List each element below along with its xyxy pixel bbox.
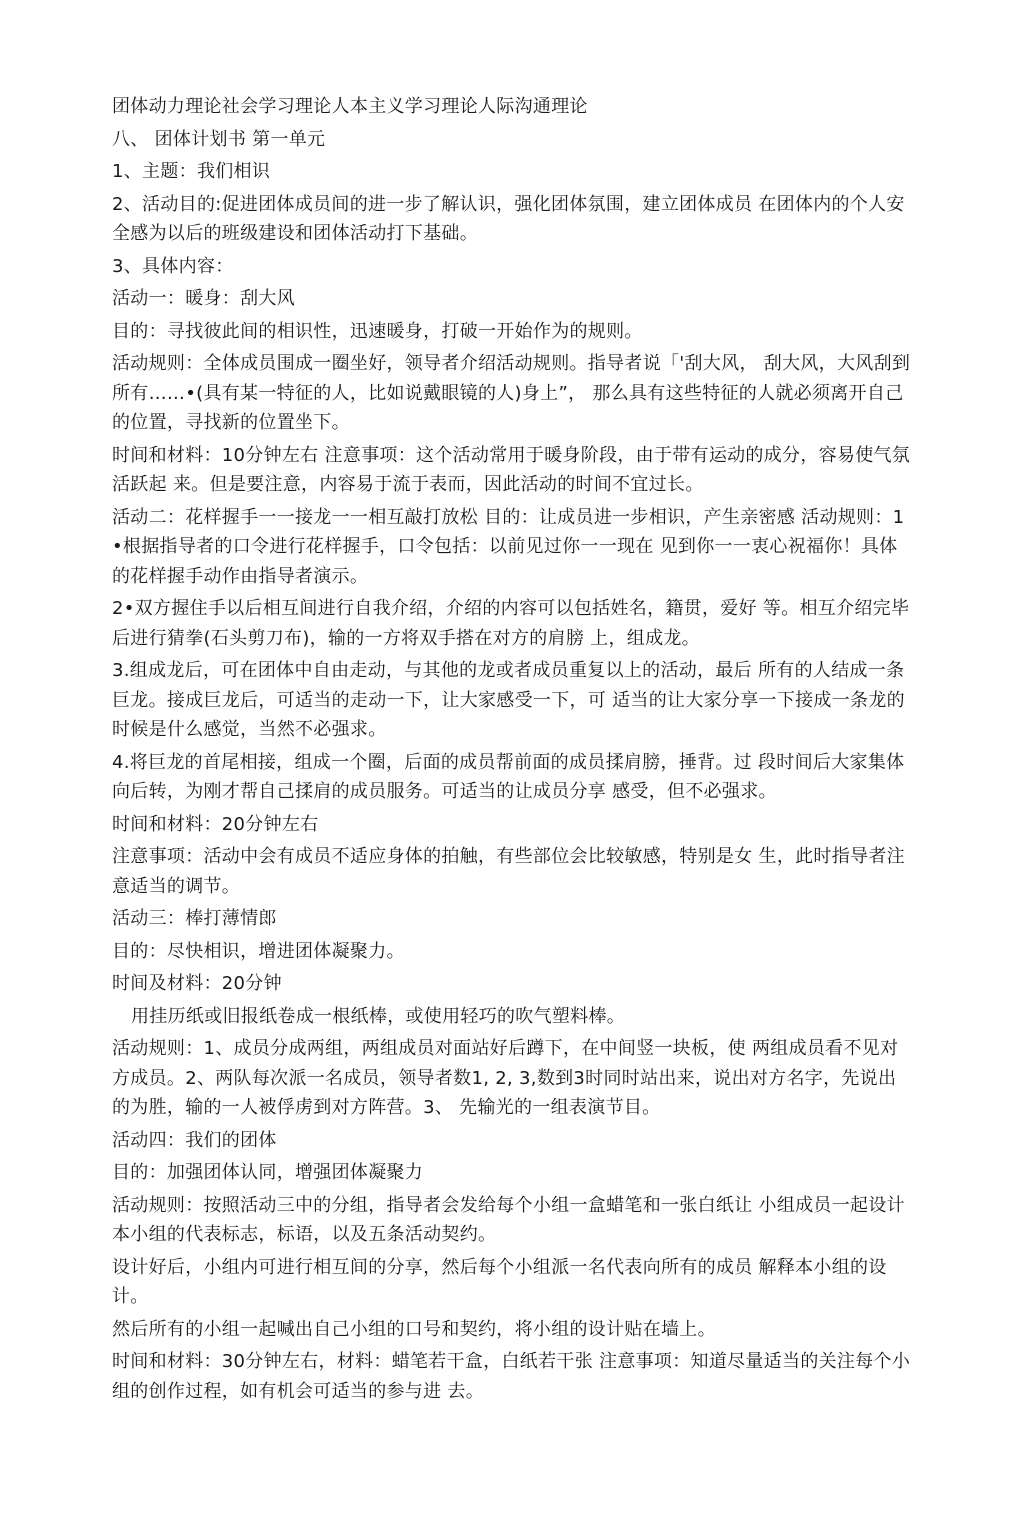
paragraph-activity-2-step-4: 4.将巨龙的首尾相接，组成一个圈，后面的成员帮前面的成员揉肩膀，捶背。过 段时间后大家集体向后转，为刚才帮自己揉肩的成员服务。可适当的让成员分享 感受，但不必强求。	[112, 751, 905, 802]
paragraph-activity-1-goal: 目的：寻找彼此间的相识性，迅速暖身，打破一开始作为的规则。	[112, 320, 643, 342]
paragraph-activity-1-title: 活动一：暖身：刮大风	[112, 288, 295, 309]
paragraph-activity-4-slogan: 然后所有的小组一起喊出自己小组的口号和契约，将小组的设计贴在墙上。	[112, 1318, 716, 1340]
paragraph-activity-4-title: 活动四：我们的团体	[112, 1129, 277, 1151]
paragraph-theories: 团体动力理论社会学习理论人本主义学习理论人际沟通理论	[112, 96, 588, 117]
paragraph-activity-3-materials: 用挂历纸或旧报纸卷成一根纸棒，或使用轻巧的吹气塑料棒。	[131, 1005, 626, 1027]
paragraph-activity-4-goal: 目的：加强团体认同，增强团体凝聚力	[112, 1162, 424, 1183]
paragraph-activity-2-step-3: 3.组成龙后，可在团体中自由走动，与其他的龙或者成员重复以上的活动，最后 所有的人结成一条巨龙。接成巨龙后，可适当的走动一下，让大家感受一下，可 适当的让大家分享一下接成一条龙的时候是什么感觉，当然不必强求。	[112, 660, 905, 740]
paragraph-activity-2: 活动二：花样握手一一接龙一一相互敲打放松 目的：让成员进一步相识，产生亲密感 活动规则：1•根据指导者的口令进行花样握手，口令包括：以前见过你一一现在 见到你一一衷心祝福你！具体的花样握手动作由指导者演示。	[112, 506, 905, 587]
paragraph-purpose: 2、活动目的:促进团体成员间的进一步了解认识，强化团体氛围，建立团体成员 在团体内的个人安全感为以后的班级建设和团体活动打下基础。	[112, 193, 905, 244]
paragraph-unit-heading: 八、 团体计划书 第一单元	[112, 128, 326, 150]
paragraph-activity-4-rules: 活动规则：按照活动三中的分组，指导者会发给每个小组一盒蜡笔和一张白纸让 小组成员一起设计本小组的代表标志，标语，以及五条活动契约。	[112, 1194, 905, 1245]
paragraph-activity-1-time: 时间和材料：10分钟左右 注意事项：这个活动常用于暖身阶段，由于带有运动的成分，容易使气氛活跃起 来。但是要注意，内容易于流于表而，因此活动的时间不宜过长。	[112, 444, 911, 495]
paragraph-theme: 1、主题：我们相识	[112, 161, 271, 182]
paragraph-contents-heading: 3、具体内容：	[112, 255, 234, 277]
paragraph-activity-4-time: 时间和材料：30分钟左右，材料：蜡笔若干盒，白纸若干张 注意事项：知道尽量适当的关注每个小组的创作过程，如有机会可适当的参与进 去。	[112, 1351, 911, 1402]
document-page	[112, 92, 912, 1409]
paragraph-activity-3-title: 活动三：棒打薄情郎	[112, 908, 277, 929]
paragraph-activity-2-time: 时间和材料：20分钟左右	[112, 813, 319, 835]
paragraph-activity-4-share: 设计好后，小组内可进行相互间的分享，然后每个小组派一名代表向所有的成员 解释本小组的设计。	[112, 1256, 887, 1307]
paragraph-activity-3-goal: 目的：尽快相识，增进团体凝聚力。	[112, 940, 405, 962]
paragraph-activity-2-notes: 注意事项：活动中会有成员不适应身体的拍触，有些部位会比较敏感，特别是女 生，此时指导者注意适当的调节。	[112, 846, 905, 897]
paragraph-activity-2-step-2: 2•双方握住手以后相互间进行自我介绍，介绍的内容可以包括姓名，籍贯，爱好 等。相互介绍完毕后进行猜拳(石头剪刀布)，输的一方将双手搭在对方的肩膀 上，组成龙。	[112, 598, 910, 649]
paragraph-activity-3-rules: 活动规则：1、成员分成两组，两组成员对面站好后蹲下，在中间竖一块板，使 两组成员看不见对方成员。2、两队每次派一名成员，领导者数1, 2, 3,数到3时同时站出来，说出对方名字，先说出的为胜，输的一人被俘虏到对方阵营。3、 先输光的一组表演节目。	[112, 1038, 899, 1118]
paragraph-activity-1-rules: 活动规则：全体成员围成一圈坐好，领导者介绍活动规则。指导者说「'刮大风， 刮大风，大风刮到所有……•(具有某一特征的人，比如说戴眼镜的人)身上”， 那么具有这些特征的人就必须离开自己的位置，寻找新的位置坐下。	[112, 353, 911, 433]
paragraph-activity-3-time: 时间及材料：20分钟	[112, 973, 282, 994]
